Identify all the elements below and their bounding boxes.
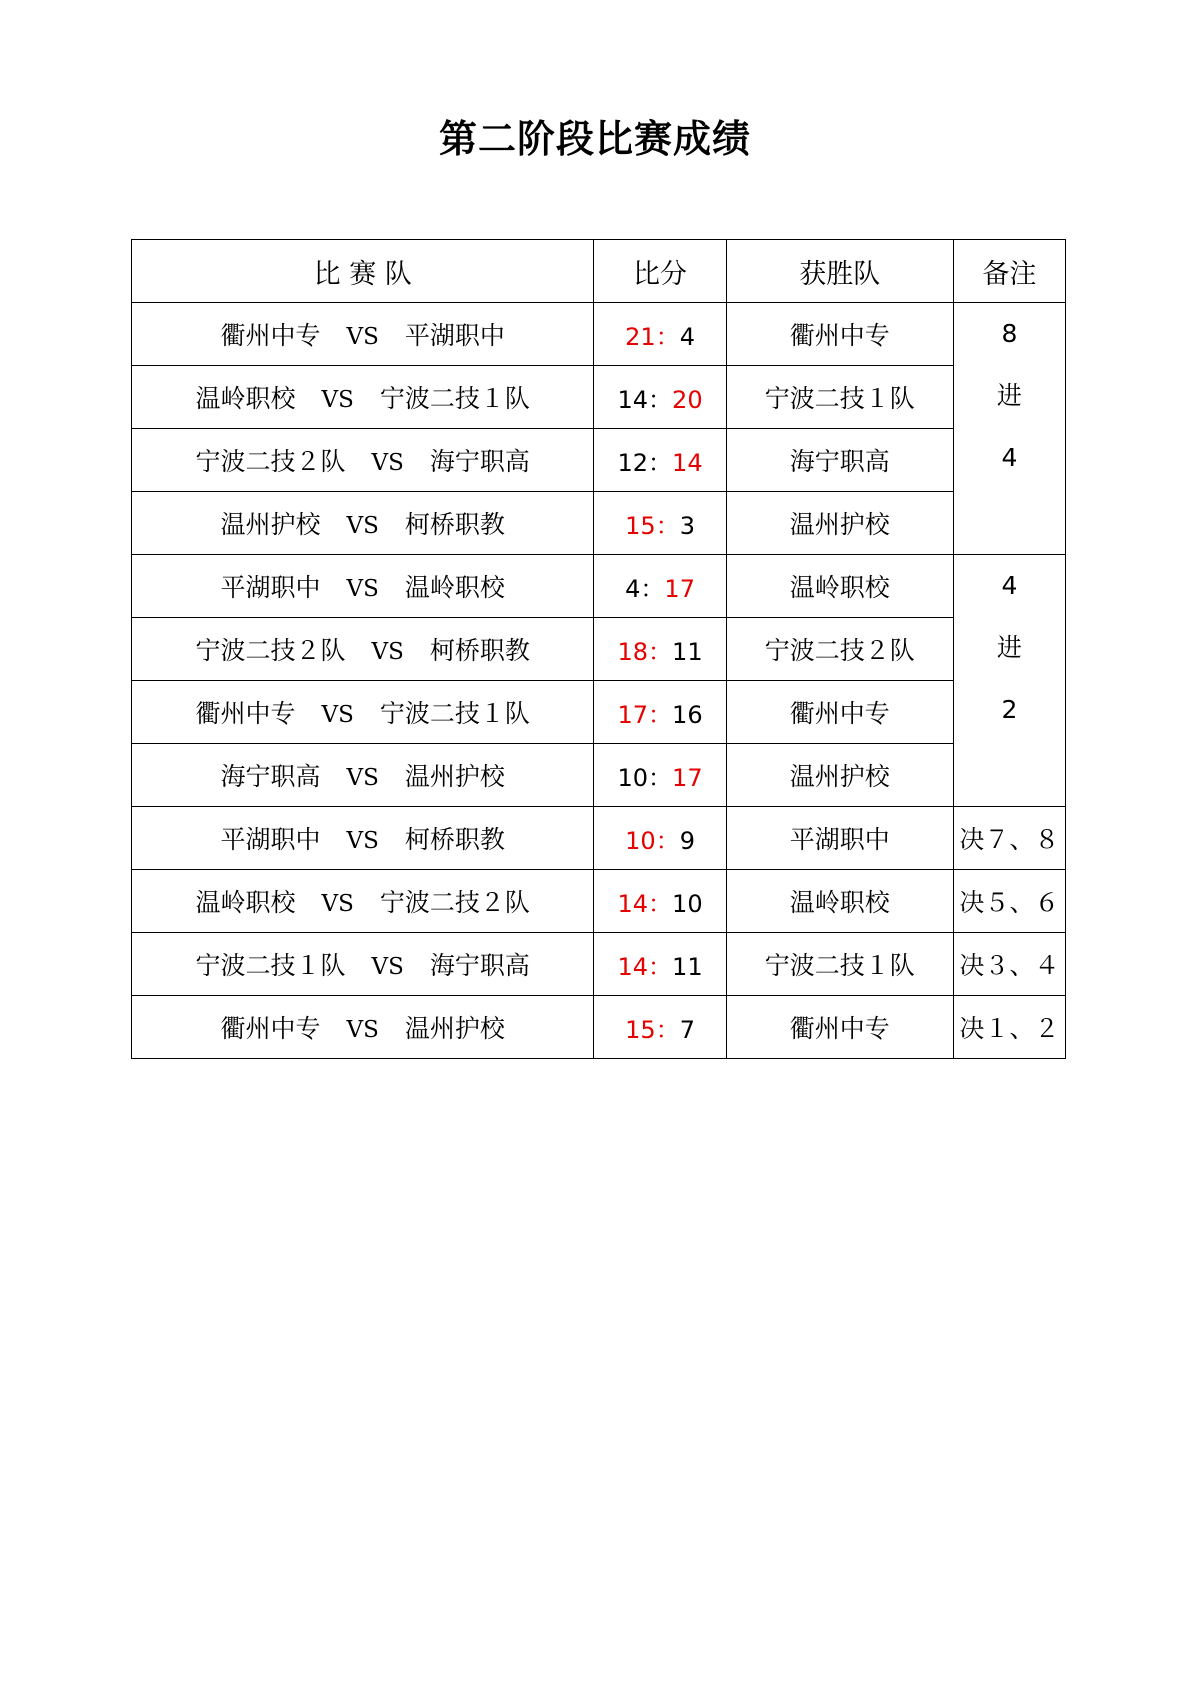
team-b: 海宁职高 [429, 951, 530, 980]
score-separator: ： [648, 763, 673, 792]
vs-label: VS [371, 954, 404, 980]
score-a: 4 [625, 574, 641, 603]
results-table [131, 239, 1066, 1059]
team-a: 宁波二技２队 [195, 447, 346, 476]
team-a: 衢州中专 [195, 699, 296, 728]
match-teams-cell [132, 366, 594, 429]
stage-note-cell [953, 555, 1065, 807]
vs-label: VS [371, 450, 404, 476]
header-teams: 比 赛 队 [132, 240, 594, 303]
vs-label: VS [346, 513, 379, 539]
score-cell [594, 555, 726, 618]
match-teams-cell [132, 681, 594, 744]
header-row [132, 240, 1066, 303]
team-b: 平湖职中 [404, 321, 505, 350]
match-teams-cell [132, 618, 594, 681]
vs-label: VS [346, 324, 379, 350]
team-a: 衢州中专 [220, 321, 321, 350]
stage-note-text: 8 [1001, 319, 1018, 348]
stage-note-text: 4 [1001, 571, 1018, 600]
match-teams-cell [132, 744, 594, 807]
score-separator: ： [655, 322, 680, 351]
score-b: 20 [672, 385, 703, 414]
team-b: 宁波二技１队 [379, 384, 530, 413]
match-teams-cell [132, 870, 594, 933]
placement-note-cell: 决３、４ [953, 933, 1065, 996]
winner-cell: 温州护校 [726, 744, 953, 807]
table-row [132, 744, 1066, 807]
vs-label: VS [321, 702, 354, 728]
header-winner: 获胜队 [726, 240, 953, 303]
winner-cell: 温岭职校 [726, 870, 953, 933]
team-a: 温岭职校 [195, 384, 296, 413]
team-b: 柯桥职教 [404, 510, 505, 539]
score-cell [594, 807, 726, 870]
table-row [132, 429, 1066, 492]
score-b: 11 [672, 637, 703, 666]
team-a: 温州护校 [220, 510, 321, 539]
placement-note-cell: 决５、６ [953, 870, 1065, 933]
score-a: 21 [625, 322, 656, 351]
score-cell [594, 996, 726, 1059]
winner-cell: 宁波二技１队 [726, 366, 953, 429]
score-a: 15 [625, 511, 656, 540]
team-b: 柯桥职教 [404, 825, 505, 854]
team-a: 宁波二技１队 [195, 951, 346, 980]
stage-note-text: 2 [1001, 695, 1018, 724]
score-a: 14 [617, 385, 649, 414]
score-cell [594, 303, 726, 366]
team-a: 温岭职校 [195, 888, 296, 917]
team-a: 平湖职中 [220, 573, 321, 602]
winner-cell: 海宁职高 [726, 429, 953, 492]
score-a: 12 [617, 448, 649, 477]
table-row [132, 681, 1066, 744]
score-b: 16 [672, 700, 703, 729]
winner-cell: 平湖职中 [726, 807, 953, 870]
score-b: 17 [672, 763, 703, 792]
team-b: 温州护校 [404, 762, 505, 791]
table-row [132, 933, 1066, 996]
vs-label: VS [321, 387, 354, 413]
vs-label: VS [346, 828, 379, 854]
team-b: 宁波二技２队 [379, 888, 530, 917]
score-cell [594, 429, 726, 492]
score-cell [594, 744, 726, 807]
score-b: 10 [672, 889, 703, 918]
team-b: 温州护校 [404, 1014, 505, 1043]
table-row [132, 303, 1066, 366]
score-separator: ： [648, 448, 673, 477]
score-a: 10 [625, 826, 656, 855]
team-a: 海宁职高 [220, 762, 321, 791]
score-cell [594, 492, 726, 555]
match-teams-cell [132, 429, 594, 492]
score-a: 15 [625, 1015, 656, 1044]
stage-note-text: 进 [996, 381, 1022, 410]
score-b: 9 [679, 826, 695, 855]
page-title: 第二阶段比赛成绩 [438, 117, 751, 161]
score-b: 11 [672, 952, 703, 981]
score-b: 14 [672, 448, 703, 477]
table-row [132, 555, 1066, 618]
score-b: 17 [664, 574, 695, 603]
placement-note-cell: 决７、８ [953, 807, 1065, 870]
vs-label: VS [321, 891, 354, 917]
score-separator: ： [648, 637, 673, 666]
stage-note-cell [953, 303, 1065, 555]
score-separator: ： [640, 574, 665, 603]
team-b: 柯桥职教 [429, 636, 530, 665]
results-body [132, 303, 1066, 1059]
winner-cell: 温岭职校 [726, 555, 953, 618]
score-b: 3 [679, 511, 695, 540]
winner-cell: 宁波二技１队 [726, 933, 953, 996]
score-a: 14 [617, 952, 649, 981]
score-a: 17 [617, 700, 649, 729]
score-separator: ： [655, 1015, 680, 1044]
winner-cell: 温州护校 [726, 492, 953, 555]
score-cell [594, 870, 726, 933]
match-teams-cell [132, 555, 594, 618]
score-separator: ： [648, 952, 673, 981]
score-cell [594, 366, 726, 429]
header-note: 备注 [953, 240, 1065, 303]
table-row [132, 366, 1066, 429]
table-row [132, 492, 1066, 555]
match-teams-cell [132, 996, 594, 1059]
vs-label: VS [346, 576, 379, 602]
score-a: 10 [617, 763, 649, 792]
team-a: 宁波二技２队 [195, 636, 346, 665]
winner-cell: 衢州中专 [726, 681, 953, 744]
score-cell [594, 618, 726, 681]
winner-cell: 衢州中专 [726, 303, 953, 366]
score-cell [594, 681, 726, 744]
score-separator: ： [648, 385, 673, 414]
score-cell [594, 933, 726, 996]
score-separator: ： [655, 826, 680, 855]
table-row [132, 870, 1066, 933]
score-b: 7 [679, 1015, 695, 1044]
score-b: 4 [679, 322, 695, 351]
team-b: 温岭职校 [404, 573, 505, 602]
score-a: 14 [617, 889, 649, 918]
vs-label: VS [371, 639, 404, 665]
team-a: 衢州中专 [220, 1014, 321, 1043]
table-row [132, 618, 1066, 681]
winner-cell: 衢州中专 [726, 996, 953, 1059]
match-teams-cell [132, 933, 594, 996]
match-teams-cell [132, 807, 594, 870]
match-teams-cell [132, 303, 594, 366]
header-score: 比分 [594, 240, 726, 303]
team-a: 平湖职中 [220, 825, 321, 854]
match-teams-cell [132, 492, 594, 555]
winner-cell: 宁波二技２队 [726, 618, 953, 681]
team-b: 海宁职高 [429, 447, 530, 476]
team-b: 宁波二技１队 [379, 699, 530, 728]
score-a: 18 [617, 637, 649, 666]
vs-label: VS [346, 765, 379, 791]
table-row [132, 807, 1066, 870]
stage-note-text: 4 [1001, 443, 1018, 472]
score-separator: ： [655, 511, 680, 540]
placement-note-cell: 决１、２ [953, 996, 1065, 1059]
table-row [132, 996, 1066, 1059]
score-separator: ： [648, 889, 673, 918]
vs-label: VS [346, 1017, 379, 1043]
score-separator: ： [648, 700, 673, 729]
stage-note-text: 进 [996, 633, 1022, 662]
